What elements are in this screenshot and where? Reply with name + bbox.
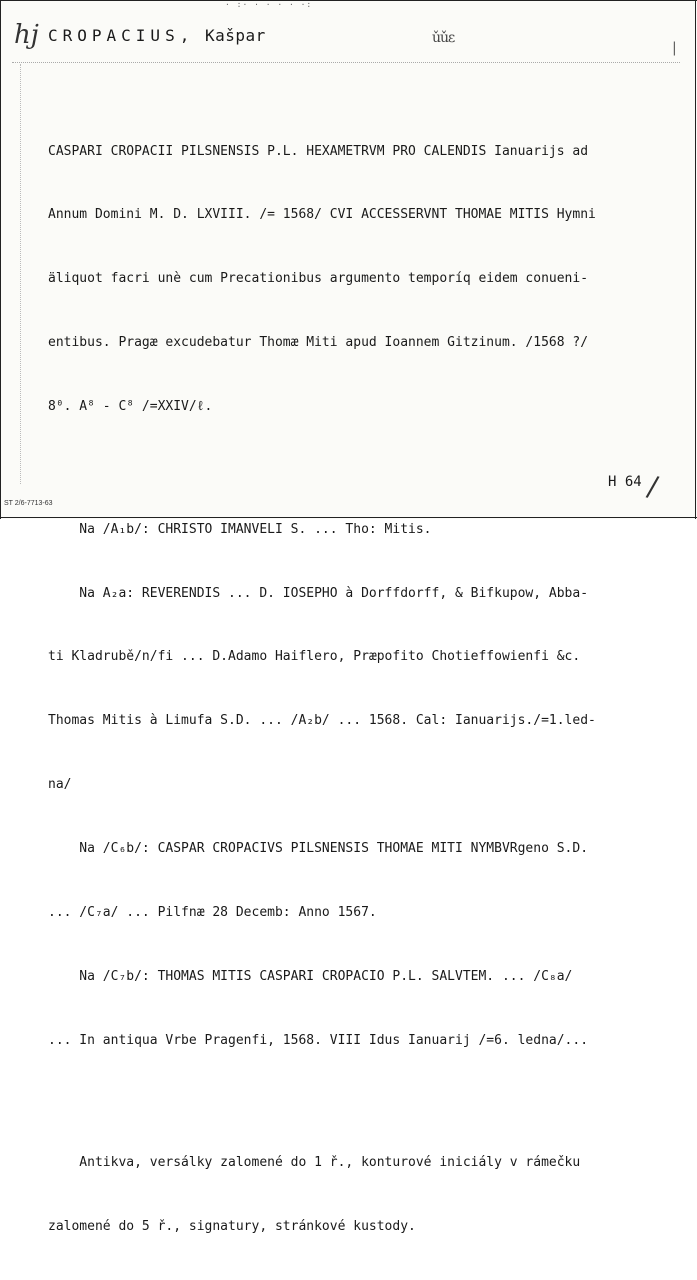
handwritten-mark: hj [14, 20, 39, 50]
card-print-code: ST 2/6-7713-63 [4, 500, 53, 507]
card-border-right [695, 0, 696, 519]
body-line: 8⁰. A⁸ - C⁸ /=XXIV/ℓ. [48, 399, 213, 415]
signature-stroke: / [644, 469, 661, 504]
body-line: äliquot facri unè cum Precationibus argumento temporíq eidem conueni- [48, 271, 589, 287]
body-line: Na A₂a: REVERENDIS ... D. IOSEPHO à Dorffdorff, & Bifkupow, Abba- [48, 585, 589, 601]
body-line: zalomené do 5 ř., signatury, stránkové kustody. [48, 1219, 416, 1235]
author-surname: CROPACIUS, [48, 26, 195, 45]
body-line: ... In antiqua Vrbe Pragenfi, 1568. VIII Idus Ianuarij /=6. ledna/... [48, 1032, 589, 1048]
body-line: Na /A₁b/: CHRISTO IMANVELI S. ... Tho: Mitis. [48, 521, 432, 537]
body-gap [48, 1094, 660, 1110]
card-border-top [0, 0, 697, 1]
body-line: entibus. Pragæ excudebatur Thomæ Miti apud Ioannem Gitzinum. /1568 ?/ [48, 335, 589, 351]
shelf-signature: H 64 [608, 474, 642, 490]
body-line: Annum Domini M. D. LXVIII. /= 1568/ CVI ACCESSERVNT THOMAE MITIS Hymni [48, 207, 596, 223]
card-border-left [0, 0, 1, 519]
body-line: Na /C₆b/: CASPAR CROPACIVS PILSNENSIS THOMAE MITI NYMBVRgeno S.D. [48, 841, 589, 857]
body-line: Na /C₇b/: THOMAS MITIS CASPARI CROPACIO P.L. SALVTEM. ... /C₈a/ [48, 968, 573, 984]
body-line: ... /C₇a/ ... Pilfnæ 28 Decemb: Anno 1567. [48, 904, 377, 920]
body-line: na/ [48, 777, 72, 793]
card-heading [48, 26, 266, 45]
body-line: Thomas Mitis à Limufa S.D. ... /A₂b/ ... 1568. Cal: Ianuarijs./=1.led- [48, 713, 596, 729]
heading-divider [12, 62, 680, 63]
body-line: Antikva, versálky zalomené do 1 ř., konturové iniciály v rámečku [48, 1155, 581, 1171]
body-line: CASPARI CROPACII PILSNENSIS P.L. HEXAMETRVM PRO CALENDIS Ianuarijs ad [48, 143, 589, 159]
body-line: ti Kladrubě/n/fi ... D.Adamo Haiflero, Præpofito Chotieffowienfi &c. [48, 649, 581, 665]
card-body-text [48, 98, 660, 1280]
top-specks: · :· · · · · ·: [225, 0, 313, 9]
stamp-mark: ǔǔε [432, 30, 455, 46]
author-given-name: Kašpar [204, 26, 266, 45]
body-gap [48, 460, 660, 476]
right-margin-mark: | [672, 40, 677, 56]
left-margin-rule [20, 64, 21, 484]
